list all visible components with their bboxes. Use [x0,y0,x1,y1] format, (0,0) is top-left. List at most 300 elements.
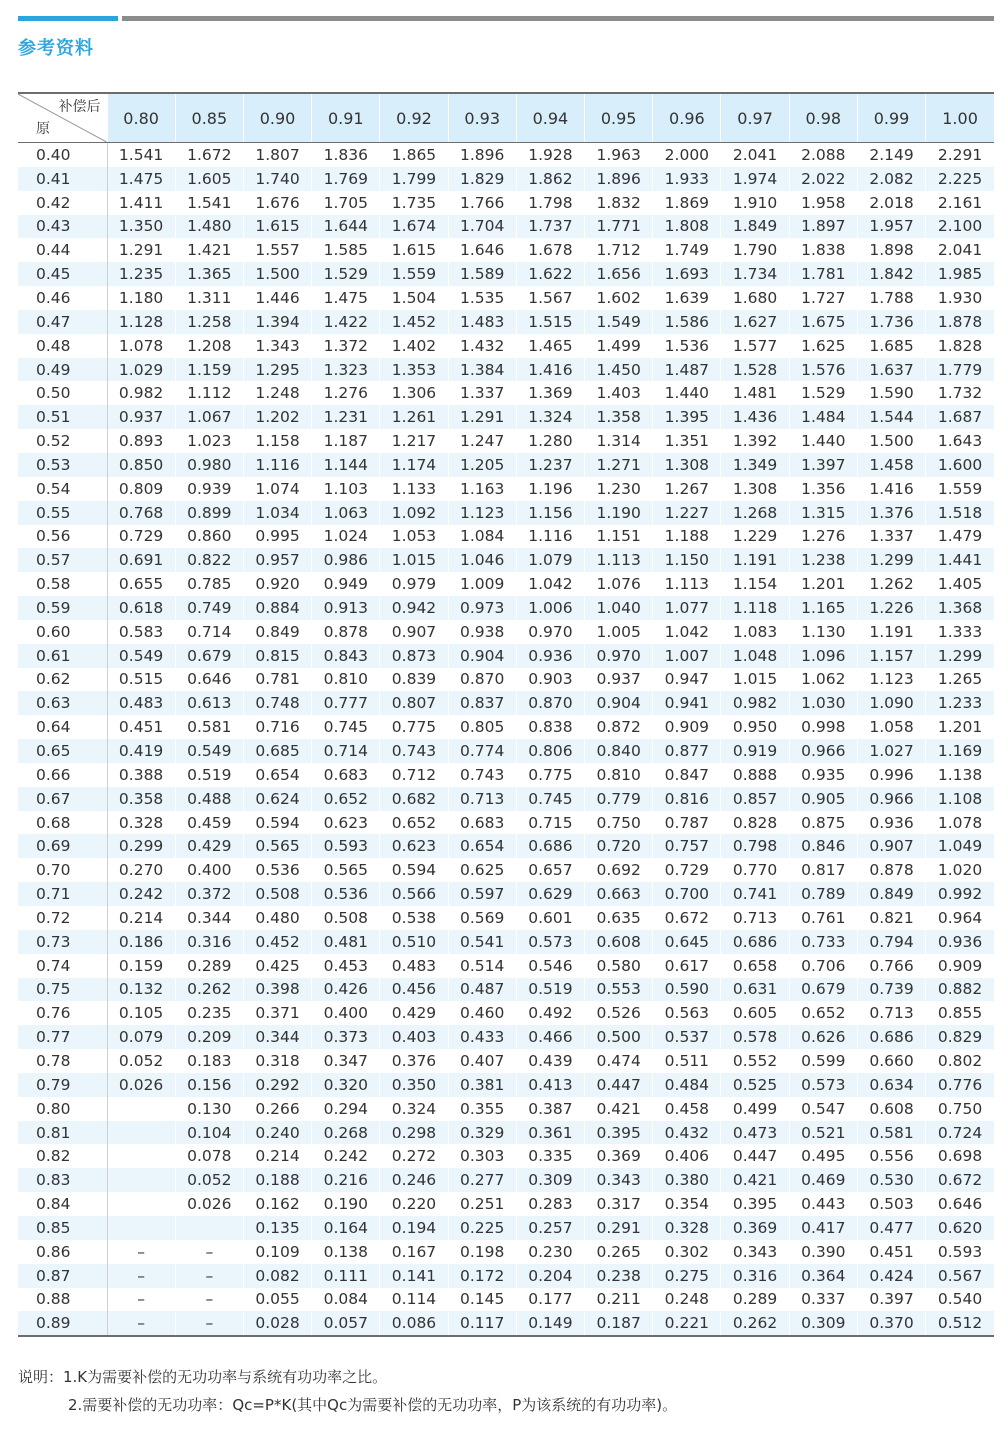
table-cell: 0.870 [448,668,516,692]
column-header: 0.92 [380,93,448,143]
table-row [18,596,994,620]
table-cell: 1.458 [857,453,925,477]
table-header-row [18,93,994,143]
table-row [18,858,994,882]
table-cell: 0.086 [380,1311,448,1336]
table-cell: 1.046 [448,548,516,572]
table-cell: 0.198 [448,1240,516,1264]
column-header: 0.96 [653,93,721,143]
table-cell: 0.903 [516,668,584,692]
table-cell: 1.436 [721,405,789,429]
table-cell: 0.620 [926,1216,994,1240]
table-cell: 1.933 [653,167,721,191]
table-cell: 0.495 [789,1144,857,1168]
table-cell: 0.652 [312,787,380,811]
row-header-cell: 0.67 [18,787,107,811]
table-cell: 1.504 [380,286,448,310]
table-cell: 0.508 [312,906,380,930]
table-cell: 0.536 [312,882,380,906]
table-cell: 0.135 [243,1216,311,1240]
table-cell: 0.580 [585,954,653,978]
table-cell: 1.324 [516,405,584,429]
table-cell: 1.337 [448,381,516,405]
table-cell: 0.909 [653,715,721,739]
table-cell: 0.583 [107,620,175,644]
table-cell: 1.832 [585,191,653,215]
row-header-cell: 0.71 [18,882,107,906]
table-cell: 0.581 [857,1121,925,1145]
table-cell: 0.802 [926,1049,994,1073]
table-cell: 0.601 [516,906,584,930]
table-cell: 2.291 [926,143,994,167]
table-cell: 1.799 [380,167,448,191]
table-cell: 2.161 [926,191,994,215]
table-cell: 1.957 [857,215,925,239]
table-cell: 0.581 [175,715,243,739]
table-cell: 0.629 [516,882,584,906]
table-cell: 1.529 [312,262,380,286]
table-cell: 1.265 [926,668,994,692]
table-row [18,358,994,382]
table-cell: 1.769 [312,167,380,191]
table-cell: – [107,1240,175,1264]
table-cell: 1.958 [789,191,857,215]
table-cell: 0.361 [516,1121,584,1145]
table-cell: 1.078 [926,811,994,835]
table-cell: 0.787 [653,811,721,835]
table-cell: 1.928 [516,143,584,167]
table-cell: 1.108 [926,787,994,811]
table-cell: 1.828 [926,334,994,358]
table-cell: 0.776 [926,1073,994,1097]
table-cell: 1.749 [653,238,721,262]
table-cell: 0.167 [380,1240,448,1264]
table-cell: 1.231 [312,405,380,429]
table-cell: 1.090 [857,691,925,715]
table-cell: 0.328 [653,1216,721,1240]
table-cell: 0.893 [107,429,175,453]
table-cell: 0.654 [448,834,516,858]
table-cell: 0.460 [448,1001,516,1025]
table-cell: 0.447 [585,1073,653,1097]
table-cell: 0.884 [243,596,311,620]
table-cell: 1.771 [585,215,653,239]
table-cell: 0.419 [107,739,175,763]
row-header-cell: 0.83 [18,1168,107,1192]
table-cell: 0.846 [789,834,857,858]
table-cell: 1.898 [857,238,925,262]
row-header-cell: 0.51 [18,405,107,429]
table-cell: 1.735 [380,191,448,215]
table-row [18,405,994,429]
table-cell: 0.624 [243,787,311,811]
table-cell: 1.732 [926,381,994,405]
table-cell: 0.878 [857,858,925,882]
table-cell: 0.499 [721,1097,789,1121]
table-cell: 0.204 [516,1264,584,1288]
row-header-cell: 0.45 [18,262,107,286]
table-cell: 0.849 [857,882,925,906]
table-cell: 1.416 [857,477,925,501]
table-cell: 0.683 [448,811,516,835]
table-cell: 0.979 [380,572,448,596]
table-cell: 0.484 [653,1073,721,1097]
table-cell: 0.682 [380,787,448,811]
table-cell: 1.268 [721,501,789,525]
table-cell: 0.343 [721,1240,789,1264]
table-cell: 1.144 [312,453,380,477]
table-cell: 0.996 [857,763,925,787]
table-cell: 1.333 [926,620,994,644]
table-cell: 0.950 [721,715,789,739]
table-cell: 1.208 [175,334,243,358]
table-cell: 1.452 [380,310,448,334]
table-cell: 1.536 [653,334,721,358]
table-cell: 0.246 [380,1168,448,1192]
table-cell: 1.535 [448,286,516,310]
table-cell: 0.779 [585,787,653,811]
table-cell: 1.397 [789,453,857,477]
table-row [18,739,994,763]
table-cell: 0.186 [107,930,175,954]
table-cell: 1.487 [653,358,721,382]
row-header-cell: 0.55 [18,501,107,525]
table-row [18,1192,994,1216]
table-cell: – [175,1288,243,1312]
table-cell: 0.741 [721,882,789,906]
table-cell: 1.291 [448,405,516,429]
row-header-cell: 0.84 [18,1192,107,1216]
table-cell: 0.573 [789,1073,857,1097]
table-cell: – [107,1311,175,1336]
row-header-cell: 0.41 [18,167,107,191]
table-cell: 0.982 [107,381,175,405]
table-cell: 0.878 [312,620,380,644]
table-cell: 0.302 [653,1240,721,1264]
table-cell: 0.573 [516,930,584,954]
table-cell: 0.774 [448,739,516,763]
row-header-cell: 0.89 [18,1311,107,1336]
table-cell: 0.138 [312,1240,380,1264]
table-cell: 0.815 [243,644,311,668]
table-cell: 0.672 [926,1168,994,1192]
table-cell: 1.190 [585,501,653,525]
table-row [18,477,994,501]
table-cell: 1.672 [175,143,243,167]
table-cell: 0.329 [448,1121,516,1145]
table-cell: 0.777 [312,691,380,715]
table-cell: 0.970 [585,644,653,668]
table-cell: 0.785 [175,572,243,596]
table-cell: – [175,1264,243,1288]
table-cell: 1.133 [380,477,448,501]
table-row [18,620,994,644]
table-cell: 1.678 [516,238,584,262]
table-cell: 0.508 [243,882,311,906]
table-cell: 1.779 [926,358,994,382]
table-cell: 0.998 [789,715,857,739]
table-cell: 0.400 [312,1001,380,1025]
table-cell: 1.862 [516,167,584,191]
table-cell: 1.705 [312,191,380,215]
table-cell: 0.275 [653,1264,721,1288]
table-cell: 1.077 [653,596,721,620]
table-cell: 1.896 [448,143,516,167]
table-cell: 0.343 [585,1168,653,1192]
table-cell: 0.328 [107,811,175,835]
table-cell: 0.729 [107,525,175,549]
table-cell: 0.519 [516,978,584,1002]
row-header-cell: 0.44 [18,238,107,262]
table-cell: 1.829 [448,167,516,191]
table-cell: 1.590 [857,381,925,405]
table-cell: 1.196 [516,477,584,501]
table-cell: 0.720 [585,834,653,858]
table-cell: 0.388 [107,763,175,787]
table-cell: 0.872 [585,715,653,739]
row-header-cell: 0.58 [18,572,107,596]
table-cell: 0.511 [653,1049,721,1073]
table-cell: 0.563 [653,1001,721,1025]
table-cell: 0.713 [721,906,789,930]
table-cell: 1.237 [516,453,584,477]
table-row [18,1144,994,1168]
table-row [18,1025,994,1049]
table-cell: 1.693 [653,262,721,286]
table-cell: 0.937 [585,668,653,692]
table-cell: 0.706 [789,954,857,978]
table-cell: 0.660 [857,1049,925,1073]
table-row [18,1288,994,1312]
table-cell: 0.655 [107,572,175,596]
table-cell: 0.335 [516,1144,584,1168]
table-cell: 0.623 [312,811,380,835]
table-cell: 1.865 [380,143,448,167]
table-cell: 1.337 [857,525,925,549]
table-cell [107,1192,175,1216]
table-cell: 0.716 [243,715,311,739]
column-header: 0.98 [789,93,857,143]
row-header-cell: 0.56 [18,525,107,549]
table-row [18,787,994,811]
table-cell: 1.475 [107,167,175,191]
corner-label-after: 补偿后 [58,99,101,115]
table-cell: 1.736 [857,310,925,334]
table-cell: 0.248 [653,1288,721,1312]
table-cell [175,1216,243,1240]
table-cell: 0.904 [448,644,516,668]
table-cell: 2.100 [926,215,994,239]
column-header: 0.93 [448,93,516,143]
table-cell: 0.417 [789,1216,857,1240]
table-cell: 0.510 [380,930,448,954]
table-cell: 0.187 [585,1311,653,1336]
table-cell: 0.745 [312,715,380,739]
table-cell: 1.405 [926,572,994,596]
table-cell: 0.748 [243,691,311,715]
row-header-cell: 0.85 [18,1216,107,1240]
table-cell: 0.613 [175,691,243,715]
table-cell: 0.266 [243,1097,311,1121]
table-cell: 0.477 [857,1216,925,1240]
table-cell: 0.530 [857,1168,925,1192]
table-cell: 1.009 [448,572,516,596]
table-cell: 0.541 [448,930,516,954]
table-cell: 0.177 [516,1288,584,1312]
table-cell: 0.130 [175,1097,243,1121]
table-cell: 0.291 [585,1216,653,1240]
table-cell: 1.128 [107,310,175,334]
table-cell: 0.657 [516,858,584,882]
table-cell: 0.549 [175,739,243,763]
row-header-cell: 0.49 [18,358,107,382]
table-cell: 0.194 [380,1216,448,1240]
table-cell: 0.980 [175,453,243,477]
table-cell: 1.421 [175,238,243,262]
table-cell: 1.615 [380,238,448,262]
table-row [18,1001,994,1025]
table-cell: 0.970 [516,620,584,644]
table-cell: 1.440 [653,381,721,405]
table-cell: 0.540 [926,1288,994,1312]
table-cell: 0.425 [243,954,311,978]
table-cell: 1.639 [653,286,721,310]
table-cell: 0.566 [380,882,448,906]
table-cell: 0.942 [380,596,448,620]
table-cell: 0.593 [926,1240,994,1264]
table-cell: 0.145 [448,1288,516,1312]
table-row [18,763,994,787]
table-row [18,167,994,191]
table-cell: 1.233 [926,691,994,715]
table-cell: 0.905 [789,787,857,811]
table-cell: 0.292 [243,1073,311,1097]
table-cell: 0.453 [312,954,380,978]
table-row [18,1073,994,1097]
column-header: 0.99 [857,93,925,143]
table-row [18,954,994,978]
table-cell: 0.692 [585,858,653,882]
table-cell: 0.268 [312,1121,380,1145]
table-cell: 1.062 [789,668,857,692]
table-cell: 0.262 [721,1311,789,1336]
row-header-cell: 0.52 [18,429,107,453]
table-cell: 0.599 [789,1049,857,1073]
table-cell: 0.221 [653,1311,721,1336]
table-cell: 1.500 [243,262,311,286]
table-cell: 0.888 [721,763,789,787]
table-cell: 0.821 [857,906,925,930]
table-cell: 1.836 [312,143,380,167]
table-cell: 0.713 [448,787,516,811]
table-cell: 0.407 [448,1049,516,1073]
notes-section [18,1363,677,1419]
table-cell: 0.164 [312,1216,380,1240]
table-cell: 0.966 [857,787,925,811]
table-cell: 1.202 [243,405,311,429]
table-cell: 0.805 [448,715,516,739]
column-header: 1.00 [926,93,994,143]
row-header-cell: 0.88 [18,1288,107,1312]
table-cell: 0.214 [107,906,175,930]
table-cell: 0.724 [926,1121,994,1145]
table-cell: 1.276 [789,525,857,549]
table-cell: 0.403 [380,1025,448,1049]
row-header-cell: 0.59 [18,596,107,620]
table-cell: 0.631 [721,978,789,1002]
table-cell: 0.283 [516,1192,584,1216]
row-header-cell: 0.74 [18,954,107,978]
table-cell: 0.810 [312,668,380,692]
table-cell [107,1097,175,1121]
table-cell: 1.159 [175,358,243,382]
table-row [18,834,994,858]
table-cell: – [107,1288,175,1312]
row-header-cell: 0.60 [18,620,107,644]
column-header: 0.91 [312,93,380,143]
table-cell: 1.541 [175,191,243,215]
table-cell: 1.676 [243,191,311,215]
table-cell: 0.743 [448,763,516,787]
table-cell: 0.806 [516,739,584,763]
table-cell: 1.248 [243,381,311,405]
table-cell: 0.318 [243,1049,311,1073]
table-cell: 1.123 [857,668,925,692]
table-cell: 1.306 [380,381,448,405]
table-cell: 0.875 [789,811,857,835]
table-cell: 0.941 [653,691,721,715]
table-cell: 0.973 [448,596,516,620]
table-cell: 0.904 [585,691,653,715]
table-cell: 0.324 [380,1097,448,1121]
table-cell: 0.114 [380,1288,448,1312]
table-cell: 0.936 [516,644,584,668]
row-header-cell: 0.70 [18,858,107,882]
table-cell: 1.323 [312,358,380,382]
table-cell: 0.860 [175,525,243,549]
table-cell: 0.172 [448,1264,516,1288]
column-header: 0.90 [243,93,311,143]
table-row [18,525,994,549]
table-cell: 1.790 [721,238,789,262]
table-cell: 1.027 [857,739,925,763]
table-cell: 0.679 [789,978,857,1002]
table-cell: 1.258 [175,310,243,334]
table-cell: 1.838 [789,238,857,262]
table-cell: 1.602 [585,286,653,310]
table-cell: 1.974 [721,167,789,191]
table-cell: 1.484 [789,405,857,429]
table-cell: 1.985 [926,262,994,286]
table-cell: 0.503 [857,1192,925,1216]
row-header-cell: 0.42 [18,191,107,215]
table-cell: 0.757 [653,834,721,858]
table-cell: 0.536 [243,858,311,882]
table-cell: 1.230 [585,477,653,501]
table-cell: 1.023 [175,429,243,453]
column-header: 0.80 [107,93,175,143]
table-cell: 1.103 [312,477,380,501]
table-cell: 0.320 [312,1073,380,1097]
table-cell: 0.920 [243,572,311,596]
table-cell: 0.052 [175,1168,243,1192]
table-cell: 0.986 [312,548,380,572]
table-cell [107,1121,175,1145]
table-cell: 1.480 [175,215,243,239]
table-cell: 1.897 [789,215,857,239]
table-cell: 1.675 [789,310,857,334]
table-cell: 0.768 [107,501,175,525]
